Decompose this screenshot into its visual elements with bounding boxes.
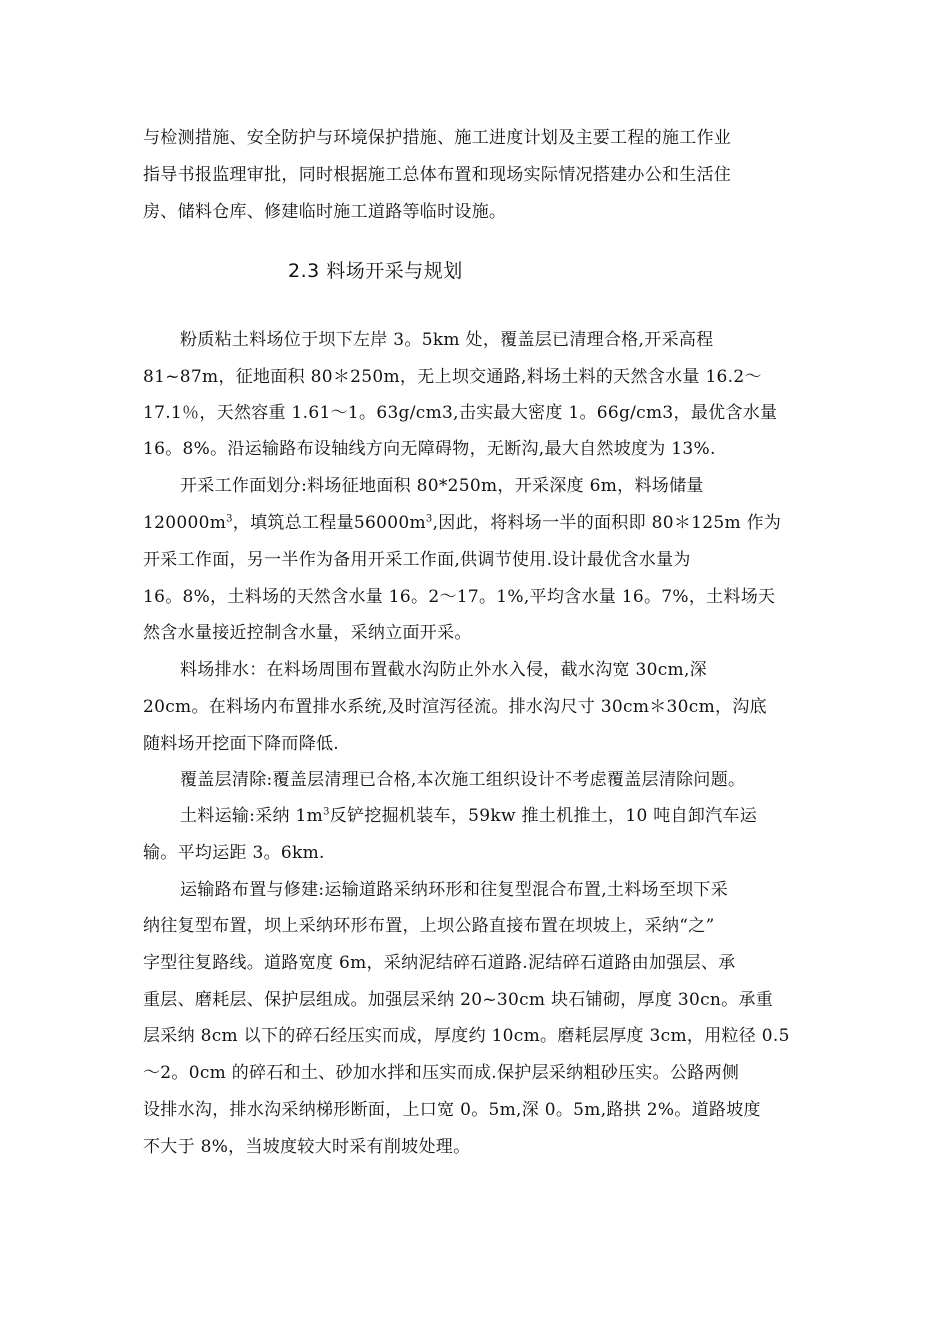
superscript: 3 bbox=[226, 513, 233, 525]
text-line: 16。8%。沿运输路布设轴线方向无障碍物，无断沟,最大自然坡度为 13%. bbox=[143, 439, 716, 459]
fill-value: 56000m bbox=[353, 513, 426, 533]
text-line: 指导书报监理审批，同时根据施工总体布置和现场实际情况搭建办公和生活住 bbox=[143, 165, 732, 185]
text-line: 层采纳 8cm 以下的碎石经压实而成，厚度约 10cm。磨耗层厚度 3cm，用粒径 0.5 bbox=[143, 1026, 790, 1046]
text-line: 重层、磨耗层、保护层组成。加强层采纳 20~30cm 块石铺砌，厚度 30cn。承重 bbox=[143, 990, 774, 1010]
text-line: 粉质粘土料场位于坝下左岸 3。5km 处，覆盖层已清理合格,开采高程 bbox=[180, 330, 714, 350]
text-line: 然含水量接近控制含水量，采纳立面开采。 bbox=[143, 623, 472, 643]
text-line: 料场排水：在料场周围布置截水沟防止外水入侵，截水沟宽 30cm,深 bbox=[180, 660, 707, 680]
text-line: 输。平均运距 3。6km. bbox=[143, 843, 325, 863]
storage-value: 120000m bbox=[143, 513, 227, 533]
text-fragment: 土料运输:采纳 1m bbox=[180, 806, 324, 826]
text-line: ～2。0cm 的碎石和土、砂加水拌和压实而成.保护层采纳粗砂压实。公路两侧 bbox=[143, 1063, 740, 1083]
superscript: 3 bbox=[425, 513, 433, 525]
text-line: 房、储料仓库、修建临时施工道路等临时设施。 bbox=[143, 202, 507, 222]
text-line: 不大于 8%，当坡度较大时采有削坡处理。 bbox=[143, 1137, 471, 1157]
text-line: 20cm。在料场内布置排水系统,及时渲泻径流。排水沟尺寸 30cm＊30cm，沟底 bbox=[143, 697, 767, 717]
text-line: 开采工作面，另一半作为备用开采工作面,供调节使用.设计最优含水量为 bbox=[143, 550, 691, 570]
text-line: 设排水沟，排水沟采纳梯形断面，上口宽 0。5m,深 0。5m,路拱 2%。道路坡度 bbox=[143, 1100, 761, 1120]
superscript: 3 bbox=[323, 806, 330, 818]
text-line: 运输路布置与修建:运输道路采纳环形和往复型混合布置,土料场至坝下采 bbox=[180, 880, 729, 900]
text-line: 17.1％，天然容重 1.61～1。63g/cm3,击实最大密度 1。66g/cm3，最优含水量 bbox=[143, 403, 778, 423]
text-line: 与检测措施、安全防护与环境保护措施、施工进度计划及主要工程的施工作业 bbox=[143, 128, 732, 148]
text-line bbox=[180, 804, 757, 828]
text-line bbox=[143, 511, 781, 535]
text-fragment: ， bbox=[232, 513, 251, 533]
section-heading: 2.3 料场开采与规划 bbox=[288, 260, 463, 282]
text-line: 16。8%，土料场的天然含水量 16。2～17。1%,平均含水量 16。7%，土料场天 bbox=[143, 587, 776, 607]
text-fragment: 填筑总工程量 bbox=[250, 513, 354, 533]
text-line: 纳往复型布置，坝上采纳环形布置，上坝公路直接布置在坝坡上，采纳“之” bbox=[143, 916, 715, 936]
text-fragment: 反铲挖掘机装车，59kw 推土机推土，10 吨自卸汽车运 bbox=[329, 806, 758, 826]
text-line: 开采工作面划分:料场征地面积 80*250m，开采深度 6m，料场储量 bbox=[180, 476, 704, 496]
text-line: 81~87m，征地面积 80＊250m，无上坝交通路,料场土料的天然含水量 16.2～ bbox=[143, 367, 762, 387]
text-line: 随料场开挖面下降而降低. bbox=[143, 734, 340, 754]
text-fragment: ,因此，将料场一半的面积即 80＊125m 作为 bbox=[432, 513, 782, 533]
text-line: 字型往复路线。道路宽度 6m，采纳泥结碎石道路.泥结碎石道路由加强层、承 bbox=[143, 953, 736, 973]
text-line: 覆盖层清除:覆盖层清理已合格,本次施工组织设计不考虑覆盖层清除问题。 bbox=[180, 770, 746, 790]
